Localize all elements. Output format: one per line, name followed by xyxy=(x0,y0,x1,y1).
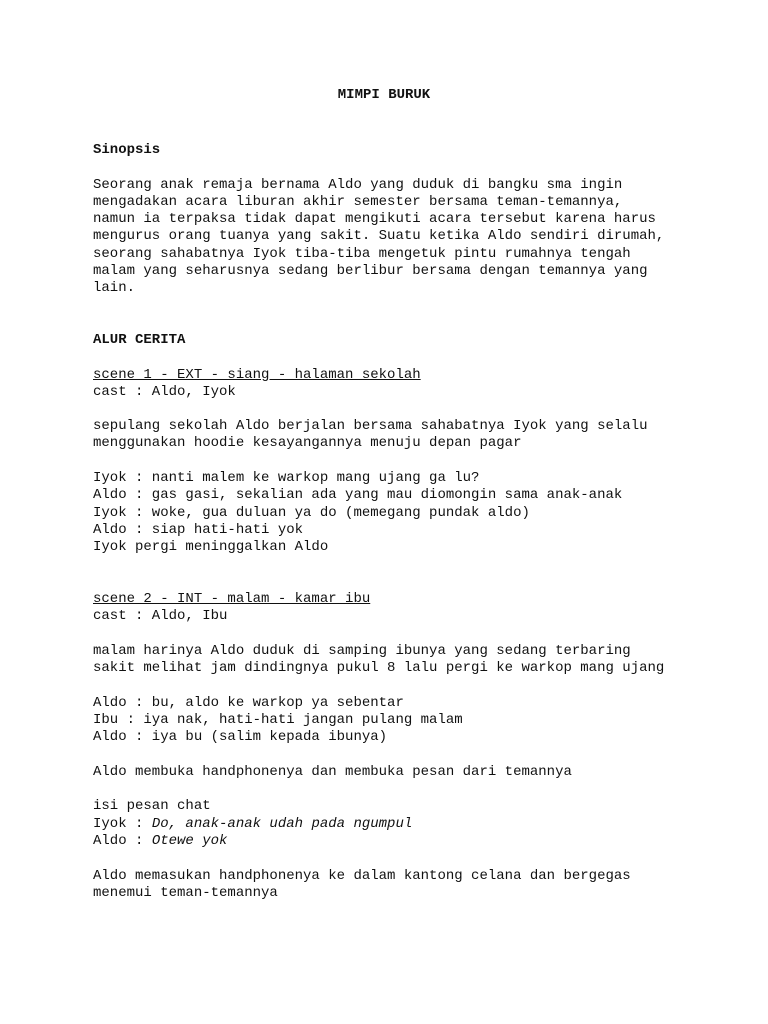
alur-cerita-heading: ALUR CERITA xyxy=(93,332,186,348)
dialogue-line: Ibu : iya nak, hati-hati jangan pulang malam xyxy=(93,712,463,728)
chat-line xyxy=(93,816,412,833)
synopsis-line: seorang sahabatnya Iyok tiba-tiba mengetuk pintu rumahnya tengah xyxy=(93,246,631,262)
scene-2-description: malam harinya Aldo duduk di samping ibunya yang sedang terbaring xyxy=(93,643,631,659)
dialogue-line: Aldo : gas gasi, sekalian ada yang mau diomongin sama anak-anak xyxy=(93,487,623,503)
synopsis-heading: Sinopsis xyxy=(93,142,161,158)
synopsis-line: mengurus orang tuanya yang sakit. Suatu ketika Aldo sendiri dirumah, xyxy=(93,228,665,244)
synopsis-line: lain. xyxy=(93,280,136,296)
chat-message: Otewe yok xyxy=(151,833,228,849)
action-line: Iyok pergi meninggalkan Aldo xyxy=(93,539,329,555)
dialogue-line: Iyok : nanti malem ke warkop mang ujang ga lu? xyxy=(93,470,480,486)
chat-message: Do, anak-anak udah pada ngumpul xyxy=(151,816,413,832)
action-line: menemui teman-temannya xyxy=(93,885,278,901)
chat-speaker: Iyok : xyxy=(93,816,152,832)
dialogue-line: Aldo : iya bu (salim kepada ibunya) xyxy=(93,729,388,745)
synopsis-line: mengadakan acara liburan akhir semester bersama teman-temannya, xyxy=(93,194,623,210)
dialogue-line: Iyok : woke, gua duluan ya do (memegang pundak aldo) xyxy=(93,505,530,521)
synopsis-line: Seorang anak remaja bernama Aldo yang duduk di bangku sma ingin xyxy=(93,177,623,193)
scene-1-heading: scene 1 - EXT - siang - halaman sekolah xyxy=(93,367,421,383)
scene-2-heading: scene 2 - INT - malam - kamar ibu xyxy=(93,591,371,607)
scene-2-cast: cast : Aldo, Ibu xyxy=(93,608,228,624)
scene-1-description: sepulang sekolah Aldo berjalan bersama sahabatnya Iyok yang selalu xyxy=(93,418,648,434)
action-line: Aldo membuka handphonenya dan membuka pesan dari temannya xyxy=(93,764,572,780)
chat-speaker: Aldo : xyxy=(93,833,152,849)
scene-1-cast: cast : Aldo, Iyok xyxy=(93,384,236,400)
dialogue-line: Aldo : siap hati-hati yok xyxy=(93,522,304,538)
document-title: MIMPI BURUK xyxy=(337,87,431,103)
scene-2-description: sakit melihat jam dindingnya pukul 8 lalu pergi ke warkop mang ujang xyxy=(93,660,665,676)
scene-1-description: menggunakan hoodie kesayangannya menuju depan pagar xyxy=(93,435,522,451)
dialogue-line: Aldo : bu, aldo ke warkop ya sebentar xyxy=(93,695,404,711)
chat-label: isi pesan chat xyxy=(93,798,211,814)
synopsis-line: malam yang seharusnya sedang berlibur bersama dengan temannya yang xyxy=(93,263,648,279)
synopsis-line: namun ia terpaksa tidak dapat mengikuti acara tersebut karena harus xyxy=(93,211,656,227)
action-line: Aldo memasukan handphonenya ke dalam kantong celana dan bergegas xyxy=(93,868,631,884)
chat-line xyxy=(93,833,227,850)
